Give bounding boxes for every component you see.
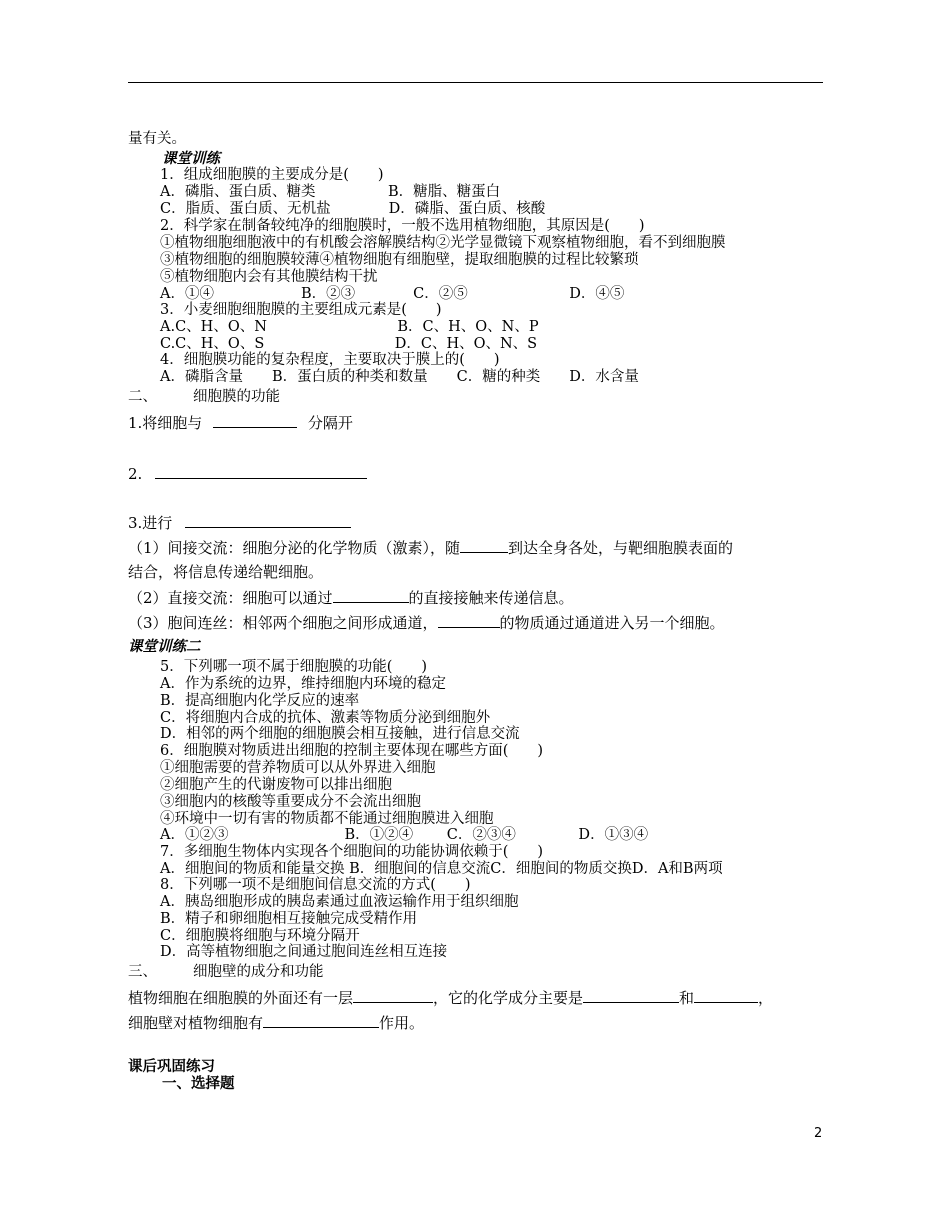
indirect-exchange-line2: 结合，将信息传递给靶细胞。 bbox=[128, 563, 324, 581]
direct-exchange-text-a: （2）直接交流：细胞可以通过 bbox=[128, 589, 333, 607]
section3-heading bbox=[128, 964, 324, 981]
q8-option-b: B．精子和卵细胞相互接触完成受精作用 bbox=[160, 911, 418, 927]
q7-options: A．细胞间的物质和能量交换 B．细胞间的信息交流C．细胞间的物质交换D．A和B两项 bbox=[160, 861, 723, 877]
blank-function-2[interactable] bbox=[155, 465, 367, 479]
q1-stem: 1．组成细胞膜的主要成分是( ) bbox=[160, 167, 384, 183]
q5-stem: 5．下列哪一项不属于细胞膜的功能( ) bbox=[160, 659, 428, 675]
q3-options-ab: A.C、H、O、N B．C、H、O、N、P bbox=[160, 319, 539, 335]
q7-stem: 7．多细胞生物体内实现各个细胞间的功能协调依赖于( ) bbox=[160, 844, 544, 860]
q2-stem: 2．科学家在制备较纯净的细胞膜时，一般不选用植物细胞，其原因是( ) bbox=[160, 218, 645, 234]
q8-stem: 8．下列哪一项不是细胞间信息交流的方式( ) bbox=[160, 877, 471, 893]
section2-heading-num: 二、 bbox=[128, 389, 157, 405]
indirect-exchange-text-a: （1）间接交流：细胞分泌的化学物质（激素），随 bbox=[128, 539, 461, 557]
q1-options-ab: A．磷脂、蛋白质、糖类 B．糖脂、糖蛋白 bbox=[160, 184, 501, 200]
plasmodesmata bbox=[128, 614, 725, 632]
blank-plasmodesmata[interactable] bbox=[438, 614, 500, 628]
function-1-suffix: 分隔开 bbox=[307, 414, 353, 432]
blank-cell-wall-function[interactable] bbox=[263, 1014, 379, 1028]
cell-wall-text-e: 细胞壁对植物细胞有 bbox=[128, 1014, 264, 1032]
q3-options-cd: C.C、H、O、S D．C、H、O、N、S bbox=[160, 336, 538, 352]
blank-component-1[interactable] bbox=[583, 989, 679, 1003]
q6-options: A．①②③ B．①②④ C．②③④ D．①③④ bbox=[160, 827, 649, 843]
q5-option-c: C．将细胞内合成的抗体、激素等物质分泌到细胞外 bbox=[160, 710, 491, 726]
direct-exchange-text-b: 的直接接触来传递信息。 bbox=[408, 589, 574, 607]
plasmodesmata-text-b: 的物质通过通道进入另一个细胞。 bbox=[499, 614, 725, 632]
section2-heading bbox=[128, 389, 280, 406]
q6-statement-4: ④环境中一切有害的物质都不能通过细胞膜进入细胞 bbox=[160, 811, 494, 827]
q2-statement-1: ①植物细胞细胞液中的有机酸会溶解膜结构②光学显微镜下观察植物细胞，看不到细胞膜 bbox=[160, 235, 726, 251]
cell-wall-text-f: 作用。 bbox=[379, 1014, 425, 1032]
q4-options: A．磷脂含量 B．蛋白质的种类和数量 C．糖的种类 D．水含量 bbox=[160, 369, 639, 385]
q6-statement-1: ①细胞需要的营养物质可以从外界进入细胞 bbox=[160, 760, 436, 776]
q2-statement-2: ③植物细胞的细胞膜较薄④植物细胞有细胞壁，提取细胞膜的过程比较繁琐 bbox=[160, 252, 639, 268]
q6-stem: 6．细胞膜对物质进出细胞的控制主要体现在哪些方面( ) bbox=[160, 743, 544, 759]
q8-option-a: A．胰岛细胞形成的胰岛素通过血液运输作用于组织细胞 bbox=[160, 894, 519, 910]
section3-heading-text: 细胞壁的成分和功能 bbox=[193, 964, 324, 980]
q4-stem: 4．细胞膜功能的复杂程度，主要取决于膜上的( ) bbox=[160, 352, 500, 368]
indirect-exchange-line1 bbox=[128, 539, 733, 557]
indirect-exchange-text-b: 到达全身各处，与靶细胞膜表面的 bbox=[508, 539, 734, 557]
function-3-prefix: 3.进行 bbox=[128, 514, 173, 532]
cell-wall-text-c: 和 bbox=[679, 989, 695, 1007]
intro-tail: 量有关。 bbox=[128, 131, 186, 147]
blank-direct-exchange[interactable] bbox=[333, 589, 409, 603]
after-class-subtitle: 一、选择题 bbox=[162, 1076, 235, 1092]
q2-options: A．①④ B．②③ C．②⑤ D．④⑤ bbox=[160, 286, 625, 302]
cell-wall-line1 bbox=[128, 989, 773, 1007]
q5-option-d: D．相邻的两个细胞的细胞膜会相互接触，进行信息交流 bbox=[160, 726, 520, 742]
q8-option-c: C．细胞膜将细胞与环境分隔开 bbox=[160, 928, 360, 944]
cell-wall-text-a: 植物细胞在细胞膜的外面还有一层 bbox=[128, 989, 354, 1007]
section3-heading-num: 三、 bbox=[128, 964, 157, 980]
header-rule bbox=[128, 82, 823, 83]
blank-component-2[interactable] bbox=[694, 989, 758, 1003]
cell-wall-line2 bbox=[128, 1014, 424, 1032]
page-number: 2 bbox=[814, 1126, 823, 1141]
q6-statement-3: ③细胞内的核酸等重要成分不会流出细胞 bbox=[160, 794, 421, 810]
section-title-class-training-2: 课堂训练二 bbox=[128, 638, 201, 655]
function-1-prefix: 1.将细胞与 bbox=[128, 414, 203, 432]
blank-indirect-exchange[interactable] bbox=[460, 539, 508, 553]
blank-function-1[interactable] bbox=[213, 414, 297, 428]
q1-options-cd: C．脂质、蛋白质、无机盐 D．磷脂、蛋白质、核酸 bbox=[160, 201, 546, 217]
function-1 bbox=[128, 414, 353, 432]
q8-option-d: D．高等植物细胞之间通过胞间连丝相互连接 bbox=[160, 944, 448, 960]
q3-stem: 3．小麦细胞细胞膜的主要组成元素是( ) bbox=[160, 302, 442, 318]
after-class-title: 课后巩固练习 bbox=[128, 1059, 215, 1075]
function-2 bbox=[128, 465, 367, 483]
function-3 bbox=[128, 514, 351, 532]
cell-wall-text-d: ， bbox=[758, 989, 774, 1007]
q6-statement-2: ②细胞产生的代谢废物可以排出细胞 bbox=[160, 777, 392, 793]
q5-option-b: B．提高细胞内化学反应的速率 bbox=[160, 693, 360, 709]
q2-statement-3: ⑤植物细胞内会有其他膜结构干扰 bbox=[160, 269, 378, 285]
direct-exchange bbox=[128, 589, 574, 607]
q5-option-a: A．作为系统的边界，维持细胞内环境的稳定 bbox=[160, 676, 446, 692]
section2-heading-text: 细胞膜的功能 bbox=[193, 389, 280, 405]
blank-function-3[interactable] bbox=[185, 514, 351, 528]
cell-wall-text-b: ，它的化学成分主要是 bbox=[433, 989, 584, 1007]
blank-cell-wall[interactable] bbox=[353, 989, 433, 1003]
section-title-class-training: 课堂训练 bbox=[162, 150, 220, 167]
function-2-prefix: 2. bbox=[128, 465, 143, 483]
plasmodesmata-text-a: （3）胞间连丝：相邻两个细胞之间形成通道， bbox=[128, 614, 438, 632]
